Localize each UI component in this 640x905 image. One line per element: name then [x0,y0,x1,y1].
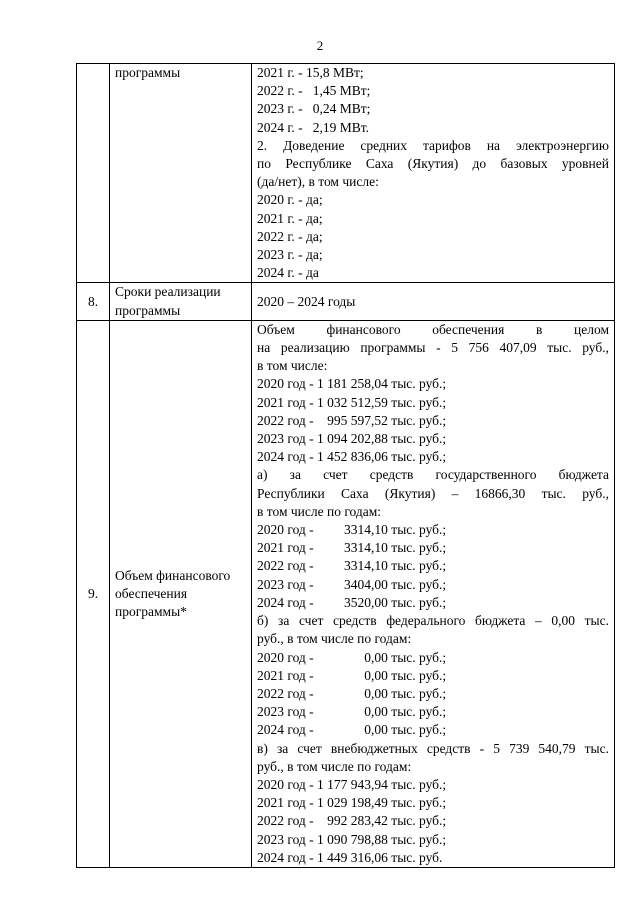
page-number: 2 [316,38,324,53]
text-line: 2021 год - 3314,10 тыс. руб.; [257,540,447,556]
text-line: 2020 год - 1 181 258,04 тыс. руб.; [257,376,447,392]
text-line: 2024 год - 3520,00 тыс. руб.; [257,594,447,610]
text-line: 2023 год - 1 094 202,88 тыс. руб.; [257,431,447,447]
text-line: 2024 год - 1 452 836,06 тыс. руб.; [257,449,447,465]
text-line: а) за счет средств государственного бюджета [257,467,609,483]
row-number-cell [77,64,110,283]
row-number: 8. [77,283,110,320]
text-line: 2022 г. - 1,45 МВт; [257,83,371,99]
text-line: в) за счет внебюджетных средств - 5 739 540,79 тыс. [257,740,609,756]
text-line: 2021 год - 1 029 198,49 тыс. руб.; [257,795,447,811]
text-line: б) за счет средств федерального бюджета – 0,00 тыс. [257,613,609,629]
table-row [77,283,615,320]
text-line: 2022 год - 3314,10 тыс. руб.; [257,558,447,574]
row-label: Объем финансового обеспечения программы* [110,320,252,867]
table-row [77,320,615,867]
text-line: 2023 год - 3404,00 тыс. руб.; [257,576,447,592]
text-line: 2022 год - 995 597,52 тыс. руб.; [257,412,447,428]
text-line: в том числе: [257,358,328,374]
text-line: 2022 г. - да; [257,228,323,244]
row-value: 2020 – 2024 годы [252,283,615,320]
text-line: на реализацию программы - 5 756 407,09 тыс. руб., [257,340,609,356]
passport-table [76,63,615,868]
text-line: 2020 год - 0,00 тыс. руб.; [257,649,447,665]
text-line: 2023 г. - 0,24 МВт; [257,101,371,117]
row-label: Сроки реализации программы [110,283,252,320]
text-line: 2024 г. - 2,19 МВт. [257,119,370,135]
text-line: 2022 год - 0,00 тыс. руб.; [257,685,447,701]
text-line: руб., в том числе по годам: [257,758,412,774]
row-value [252,64,615,283]
text-line: 2024 г. - да [257,265,319,281]
text-line: 2021 г. - 15,8 МВт; [257,65,364,80]
text-line: Объем финансового обеспечения в целом [257,321,609,337]
text-line: 2021 год - 0,00 тыс. руб.; [257,667,447,683]
text-line: 2. Доведение средних тарифов на электроэнергию [257,137,609,153]
text-line: Республики Саха (Якутия) – 16866,30 тыс. руб., [257,485,609,501]
text-line: в том числе по годам: [257,503,382,519]
text-line: 2020 год - 1 177 943,94 тыс. руб.; [257,776,447,792]
text-line: 2023 г. - да; [257,247,323,263]
text-line: 2023 год - 0,00 тыс. руб.; [257,704,447,720]
row-number: 9. [77,320,110,867]
text-line: по Республике Саха (Якутия) до базовых уровней [257,156,609,172]
row-value [252,320,615,867]
text-line: 2021 год - 1 032 512,59 тыс. руб.; [257,394,447,410]
text-line: 2021 г. - да; [257,210,323,226]
text-line: 2024 год - 0,00 тыс. руб.; [257,722,447,738]
text-line: руб., в том числе по годам: [257,631,412,647]
text-line: 2024 год - 1 449 316,06 тыс. руб. [257,849,443,865]
text-line: 2020 год - 3314,10 тыс. руб.; [257,522,447,538]
table-row [77,64,615,283]
text-line: 2020 г. - да; [257,192,323,208]
text-line: 2023 год - 1 090 798,88 тыс. руб.; [257,831,447,847]
text-line: (да/нет), в том числе: [257,174,379,190]
text-line: 2022 год - 992 283,42 тыс. руб.; [257,813,447,829]
row-label: программы [110,64,252,283]
